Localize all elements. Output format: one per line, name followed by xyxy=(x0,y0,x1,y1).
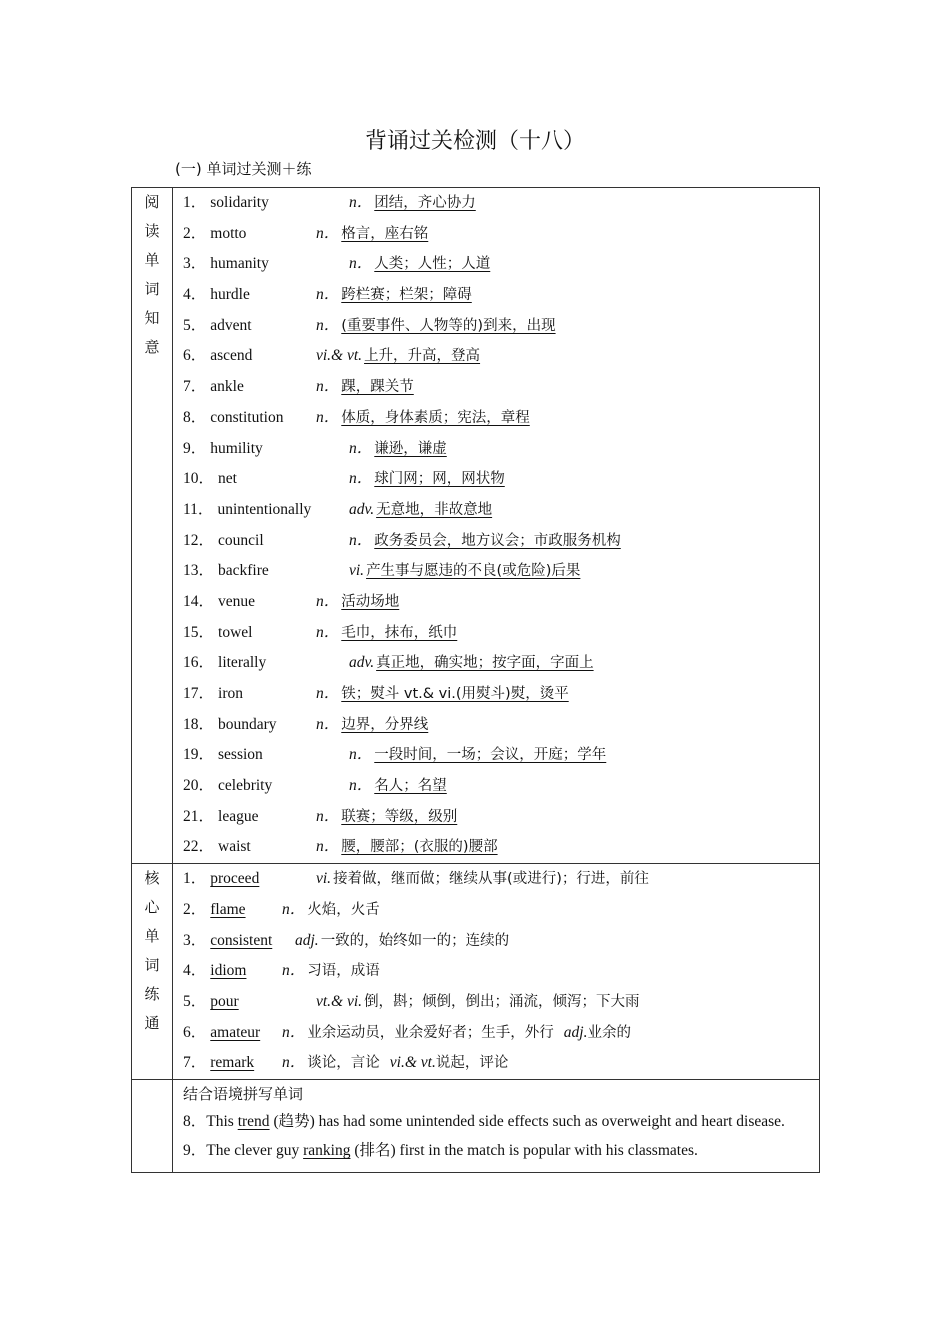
definition xyxy=(349,556,580,587)
vocab-word: advent xyxy=(210,316,252,334)
part-of-speech: n． xyxy=(316,685,340,702)
definition xyxy=(349,249,490,280)
definition xyxy=(282,1048,508,1079)
definition-text: 谦逊，谦虚 xyxy=(374,440,447,457)
page-title: 背诵过关检测（十八） xyxy=(364,129,585,154)
vocab-word: proceed xyxy=(210,870,260,888)
vocab-row xyxy=(173,648,819,679)
vocab-word: ankle xyxy=(210,378,244,396)
part-of-speech: n． xyxy=(282,962,306,980)
part-of-speech: n． xyxy=(316,838,340,856)
part-of-speech: n． xyxy=(349,255,373,273)
core-list xyxy=(173,864,820,1080)
item-number: 10． xyxy=(183,470,215,488)
vocab-word: towel xyxy=(218,623,253,641)
vocab-word: unintentionally xyxy=(217,500,312,518)
section-heading: (一) 单词过关测＋练 xyxy=(175,160,312,178)
vocab-entry xyxy=(183,864,259,895)
item-number: 14． xyxy=(183,592,215,610)
definition-text: (重要事件、人物等的)到来，出现 xyxy=(341,317,556,334)
definition-text: 名人；名望 xyxy=(374,778,447,795)
definition-text: 毛巾，抹布，纸巾 xyxy=(341,624,458,641)
item-number: 22． xyxy=(183,838,215,856)
definition-text: 边界，分界线 xyxy=(341,716,429,733)
sentence-text: (趋势) has had some unintended side effects such as overweight and heart disease. xyxy=(269,1112,785,1130)
item-number: 1． xyxy=(183,870,207,888)
definition xyxy=(282,895,380,926)
answer-word: ranking xyxy=(303,1141,351,1159)
definition xyxy=(349,740,606,771)
vocab-word: celebrity xyxy=(218,777,273,795)
definition-text: 一段时间，一场；会议，开庭；学年 xyxy=(374,747,607,764)
vocab-row xyxy=(173,280,819,311)
item-number: 7． xyxy=(183,378,207,396)
blank-cell xyxy=(132,1079,173,1172)
vocab-row xyxy=(173,219,819,250)
side-char: 词 xyxy=(144,280,160,298)
item-number: 19． xyxy=(183,746,215,764)
definition xyxy=(349,526,621,557)
item-number: 13． xyxy=(183,562,215,580)
sentence-text: This xyxy=(206,1112,238,1130)
definition xyxy=(349,188,476,219)
definition-text: 产生事与愿违的不良(或危险)后果 xyxy=(366,563,581,580)
definition xyxy=(282,1018,631,1049)
item-number: 20． xyxy=(183,777,215,795)
vocab-row xyxy=(173,771,819,802)
definition-text: 接着做，继而做；继续从事(或进行)；行进，前往 xyxy=(333,871,649,888)
definition xyxy=(349,464,505,495)
definition xyxy=(316,587,399,618)
vocab-word: literally xyxy=(218,654,267,672)
vocab-entry xyxy=(183,648,266,679)
context-cell xyxy=(173,1079,820,1172)
vocab-word: ascend xyxy=(210,347,253,365)
side-char: 练 xyxy=(144,985,160,1004)
vocab-word: venue xyxy=(218,592,256,610)
vocab-row xyxy=(173,341,819,372)
sentence-text: (排名) first in the match is popular with his classmates. xyxy=(350,1141,698,1159)
item-number: 2． xyxy=(183,900,207,918)
sentence-number: 8． xyxy=(183,1112,207,1130)
vocab-word: motto xyxy=(210,224,247,242)
sentence-text: The clever guy xyxy=(206,1141,304,1159)
definition-text: 踝，踝关节 xyxy=(341,379,414,396)
vocab-entry xyxy=(183,956,246,987)
side-char: 词 xyxy=(144,956,160,975)
side-char: 单 xyxy=(144,251,160,269)
vocab-word: league xyxy=(218,807,259,825)
vocab-row xyxy=(173,372,819,403)
item-number: 6． xyxy=(183,1023,207,1041)
definition-text: 说起，评论 xyxy=(435,1055,509,1072)
part-of-speech: n． xyxy=(316,592,340,610)
part-of-speech: adj. xyxy=(563,1023,588,1041)
reading-side-label xyxy=(132,188,173,864)
item-number: 11． xyxy=(183,500,214,518)
vocab-row xyxy=(173,556,819,587)
definition-text: 习语，成语 xyxy=(307,963,380,980)
vocab-row xyxy=(173,526,819,557)
vocab-row xyxy=(173,832,819,863)
part-of-speech: vi. xyxy=(349,562,365,580)
side-char: 知 xyxy=(144,309,160,327)
vocab-entry xyxy=(183,526,264,557)
vocab-row xyxy=(173,587,819,618)
side-char: 读 xyxy=(144,222,160,240)
item-number: 8． xyxy=(183,408,207,426)
item-number: 6． xyxy=(183,347,207,365)
vocab-word: consistent xyxy=(210,931,273,949)
sentence-9 xyxy=(173,1136,819,1172)
item-number: 9． xyxy=(183,439,207,457)
definition xyxy=(282,956,380,987)
definition-text: 格言，座右铭 xyxy=(341,225,429,242)
vocab-entry xyxy=(183,710,277,741)
vocab-row xyxy=(173,188,819,219)
definition-text: 跨栏赛；栏架；障碍 xyxy=(341,287,472,304)
answer-word: trend xyxy=(237,1112,270,1130)
definition xyxy=(316,987,640,1018)
vocab-entry xyxy=(183,740,263,771)
part-of-speech: n． xyxy=(349,531,373,549)
definition-text: 倒，斟；倾倒，倒出；涌流，倾泻；下大雨 xyxy=(364,993,640,1010)
part-of-speech: n． xyxy=(282,900,306,918)
vocab-entry xyxy=(183,403,283,434)
part-of-speech: n． xyxy=(349,470,373,488)
definition xyxy=(316,219,428,250)
vocab-row xyxy=(173,618,819,649)
definition xyxy=(349,434,447,465)
vocab-row xyxy=(173,740,819,771)
side-char: 心 xyxy=(144,898,160,917)
item-number: 18． xyxy=(183,715,215,733)
part-of-speech: n． xyxy=(349,777,373,795)
definition xyxy=(316,311,556,342)
item-number: 21． xyxy=(183,807,215,825)
vocab-word: boundary xyxy=(218,715,277,733)
vocab-word: idiom xyxy=(210,962,247,980)
vocab-row xyxy=(173,464,819,495)
part-of-speech: n． xyxy=(316,378,340,396)
definition xyxy=(316,280,472,311)
vocab-word: session xyxy=(218,746,263,764)
item-number: 3． xyxy=(183,931,207,949)
vocab-entry xyxy=(183,434,263,465)
part-of-speech: n． xyxy=(316,316,340,334)
part-of-speech: vt.& vi. xyxy=(316,992,363,1010)
sentence-8 xyxy=(173,1107,819,1136)
side-char: 意 xyxy=(144,338,160,356)
definition xyxy=(316,372,414,403)
core-side-label xyxy=(132,864,173,1080)
item-number: 2． xyxy=(183,224,207,242)
definition-text: 谈论，言论 xyxy=(307,1055,380,1072)
vocab-entry xyxy=(183,802,258,833)
context-heading: 结合语境拼写单词 xyxy=(183,1084,304,1103)
definition xyxy=(316,710,428,741)
vocab-entry xyxy=(183,926,272,957)
definition-text: 真正地，确实地；按字面，字面上 xyxy=(376,655,594,672)
vocab-word: constitution xyxy=(210,408,284,426)
vocab-word: remark xyxy=(210,1054,255,1072)
definition-text: 一致的，始终如一的；连续的 xyxy=(320,932,510,949)
vocab-entry xyxy=(183,832,251,863)
vocab-row xyxy=(173,679,819,710)
part-of-speech: adj. xyxy=(295,931,319,949)
part-of-speech: adv. xyxy=(349,654,375,672)
definition-text: 体质，身体素质；宪法，章程 xyxy=(341,409,530,426)
vocab-word: net xyxy=(218,470,237,488)
vocab-word: hurdle xyxy=(210,286,250,304)
definition-text: 腰，腰部；(衣服的)腰部 xyxy=(341,839,498,856)
part-of-speech: n． xyxy=(349,194,373,211)
vocab-row xyxy=(173,956,819,987)
vocab-entry xyxy=(183,1018,260,1049)
definition-text: 活动场地 xyxy=(341,593,400,610)
side-char: 阅 xyxy=(144,193,160,211)
vocab-entry xyxy=(183,280,250,311)
vocab-row xyxy=(173,1048,819,1079)
vocab-word: flame xyxy=(210,900,246,918)
vocab-row xyxy=(173,495,819,526)
item-number: 1． xyxy=(183,194,207,211)
part-of-speech: n． xyxy=(349,746,373,764)
vocab-row xyxy=(173,710,819,741)
vocab-entry xyxy=(183,495,311,526)
definition xyxy=(316,341,480,372)
part-of-speech: n． xyxy=(316,807,340,825)
part-of-speech: n． xyxy=(316,715,340,733)
part-of-speech: n． xyxy=(349,439,373,457)
definition-text: 无意地，非故意地 xyxy=(376,501,493,518)
part-of-speech: n． xyxy=(282,1054,306,1072)
vocab-word: amateur xyxy=(210,1023,261,1041)
definition-text: 上升，升高，登高 xyxy=(364,348,481,365)
definition xyxy=(349,771,447,802)
vocab-entry xyxy=(183,587,255,618)
part-of-speech: n． xyxy=(282,1023,306,1041)
definition-text: 业余的 xyxy=(587,1024,631,1041)
vocab-row xyxy=(173,403,819,434)
part-of-speech: n． xyxy=(316,623,340,641)
definition-text: 团结，齐心协力 xyxy=(374,195,476,211)
item-number: 12． xyxy=(183,531,215,549)
vocab-entry xyxy=(183,341,252,372)
part-of-speech: vi. xyxy=(316,870,332,888)
vocab-word: backfire xyxy=(218,562,269,580)
item-number: 5． xyxy=(183,316,207,334)
definition xyxy=(349,648,594,679)
item-number: 7． xyxy=(183,1054,207,1072)
definition-text: 业余运动员，业余爱好者；生手，外行 xyxy=(307,1024,554,1041)
vocab-entry xyxy=(183,556,269,587)
item-number: 16． xyxy=(183,654,215,672)
vocab-row xyxy=(173,987,819,1018)
definition xyxy=(316,679,569,710)
definition xyxy=(349,495,492,526)
item-number: 5． xyxy=(183,992,207,1010)
part-of-speech: n． xyxy=(316,408,340,426)
vocab-word: humanity xyxy=(210,255,269,273)
vocab-word: waist xyxy=(218,838,251,856)
vocab-row xyxy=(173,895,819,926)
definition-text: 火焰，火舌 xyxy=(307,901,380,918)
vocab-entry xyxy=(183,249,269,280)
definition xyxy=(316,403,530,434)
definition xyxy=(295,926,509,957)
definition xyxy=(316,832,498,863)
item-number: 4． xyxy=(183,962,207,980)
part-of-speech: adv. xyxy=(349,500,375,518)
vocab-word: humility xyxy=(210,439,263,457)
definition xyxy=(316,802,457,833)
vocab-word: council xyxy=(218,531,264,549)
vocab-entry xyxy=(183,771,272,802)
item-number: 17． xyxy=(183,685,215,702)
vocab-row xyxy=(173,249,819,280)
side-char: 单 xyxy=(144,927,160,946)
vocab-entry xyxy=(183,987,239,1018)
part-of-speech: vi.& vt. xyxy=(389,1054,436,1072)
item-number: 4． xyxy=(183,286,207,304)
vocab-word: pour xyxy=(210,992,239,1010)
vocab-row xyxy=(173,1018,819,1049)
vocab-entry xyxy=(183,372,244,403)
part-of-speech: n． xyxy=(316,224,340,242)
vocab-row xyxy=(173,311,819,342)
vocab-entry xyxy=(183,219,246,250)
vocab-word: solidarity xyxy=(210,194,269,211)
side-char: 通 xyxy=(144,1014,160,1033)
definition xyxy=(316,618,457,649)
definition-text: 球门网；网，网状物 xyxy=(374,471,505,488)
part-of-speech: vi.& vt. xyxy=(316,347,363,365)
sentence-number: 9． xyxy=(183,1141,207,1159)
definition-text: 人类；人性；人道 xyxy=(374,256,491,273)
side-char: 核 xyxy=(144,869,160,888)
item-number: 15． xyxy=(183,623,215,641)
vocab-entry xyxy=(183,188,269,219)
vocab-table xyxy=(131,187,820,1173)
vocab-entry xyxy=(183,311,252,342)
definition xyxy=(316,864,649,895)
vocab-entry xyxy=(183,464,237,495)
definition-text: 政务委员会，地方议会；市政服务机构 xyxy=(374,532,621,549)
definition-text: 联赛；等级，级别 xyxy=(341,808,458,825)
vocab-entry xyxy=(183,618,252,649)
part-of-speech: n． xyxy=(316,286,340,304)
vocab-row xyxy=(173,434,819,465)
vocab-entry xyxy=(183,1048,254,1079)
vocab-entry xyxy=(183,679,243,710)
vocab-row xyxy=(173,802,819,833)
item-number: 3． xyxy=(183,255,207,273)
vocab-row xyxy=(173,926,819,957)
definition-text: 铁；熨斗 vt.& vi.(用熨斗)熨，烫平 xyxy=(341,686,569,702)
vocab-row xyxy=(173,864,819,895)
vocab-entry xyxy=(183,895,246,926)
vocab-word: iron xyxy=(218,685,243,702)
reading-list xyxy=(173,188,820,864)
